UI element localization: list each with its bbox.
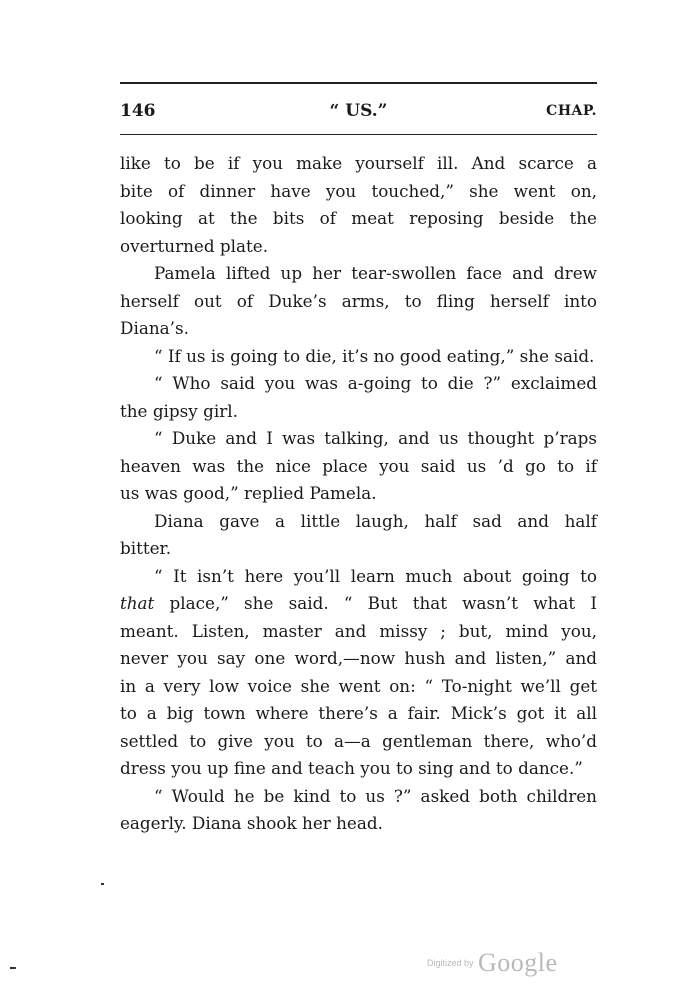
text-line: looking at the bits of meat reposing beside the: [120, 208, 597, 228]
header-top-rule: [120, 82, 597, 84]
text-line: Diana gave a little laugh, half sad and half: [154, 510, 597, 531]
page-number: 146: [120, 101, 156, 121]
header-bottom-rule: [120, 134, 597, 135]
text-line: never you say one word,—now hush and listen,” and: [120, 648, 597, 668]
running-header: [120, 96, 597, 126]
text-line: overturned plate.: [120, 235, 269, 256]
running-title: “ US.”: [329, 101, 388, 121]
text-line: bite of dinner have you touched,” she went on,: [120, 180, 597, 201]
chapter-label: CHAP.: [546, 103, 597, 119]
text-line: in a very low voice she went on: “ To-night we’ll get: [120, 675, 597, 696]
text-line: Pamela lifted up her tear-swollen face and drew: [154, 263, 597, 283]
text-line-rest: place,” she said. “ But that wasn’t what I: [154, 593, 597, 613]
text-line: “ If us is going to die, it’s no good eating,” she said.: [154, 345, 595, 366]
text-line: dress you up fine and teach you to sing and to dance.”: [120, 758, 583, 778]
digitization-watermark: [427, 948, 558, 978]
text-line: “ Duke and I was talking, and us thought p’raps: [154, 428, 597, 448]
text-line: bitter.: [120, 538, 172, 558]
page-body: [120, 150, 597, 838]
text-line: “ Who said you was a-going to die ?” exclaimed: [154, 373, 597, 393]
scan-speck: [101, 883, 104, 885]
text-line: heaven was the nice place you said us ’d go to if: [120, 455, 597, 476]
text-line: herself out of Duke’s arms, to fling herself into: [120, 290, 597, 311]
text-line: eagerly. Diana shook her head.: [120, 813, 383, 833]
text-line: “ It isn’t here you’ll learn much about going to: [154, 565, 597, 586]
google-logo: Google: [477, 948, 558, 977]
text-line: settled to give you to a—a gentleman there, who’d: [120, 730, 597, 751]
text-line: like to be if you make yourself ill. And scarce a: [120, 153, 597, 173]
text-line: the gipsy girl.: [120, 400, 238, 421]
text-line: meant. Listen, master and missy ; but, mind you,: [120, 620, 597, 641]
text-line: Diana’s.: [120, 318, 189, 338]
text-line: “ Would he be kind to us ?” asked both children: [154, 785, 597, 806]
watermark-prefix: Digitized by: [427, 958, 474, 968]
emphasized-word: that: [120, 593, 155, 613]
text-line: to a big town where there’s a fair. Mick’s got it all: [120, 703, 597, 723]
text-line-with-emphasis: [120, 590, 597, 618]
scan-speck: [10, 967, 16, 969]
text-line: us was good,” replied Pamela.: [120, 483, 377, 503]
